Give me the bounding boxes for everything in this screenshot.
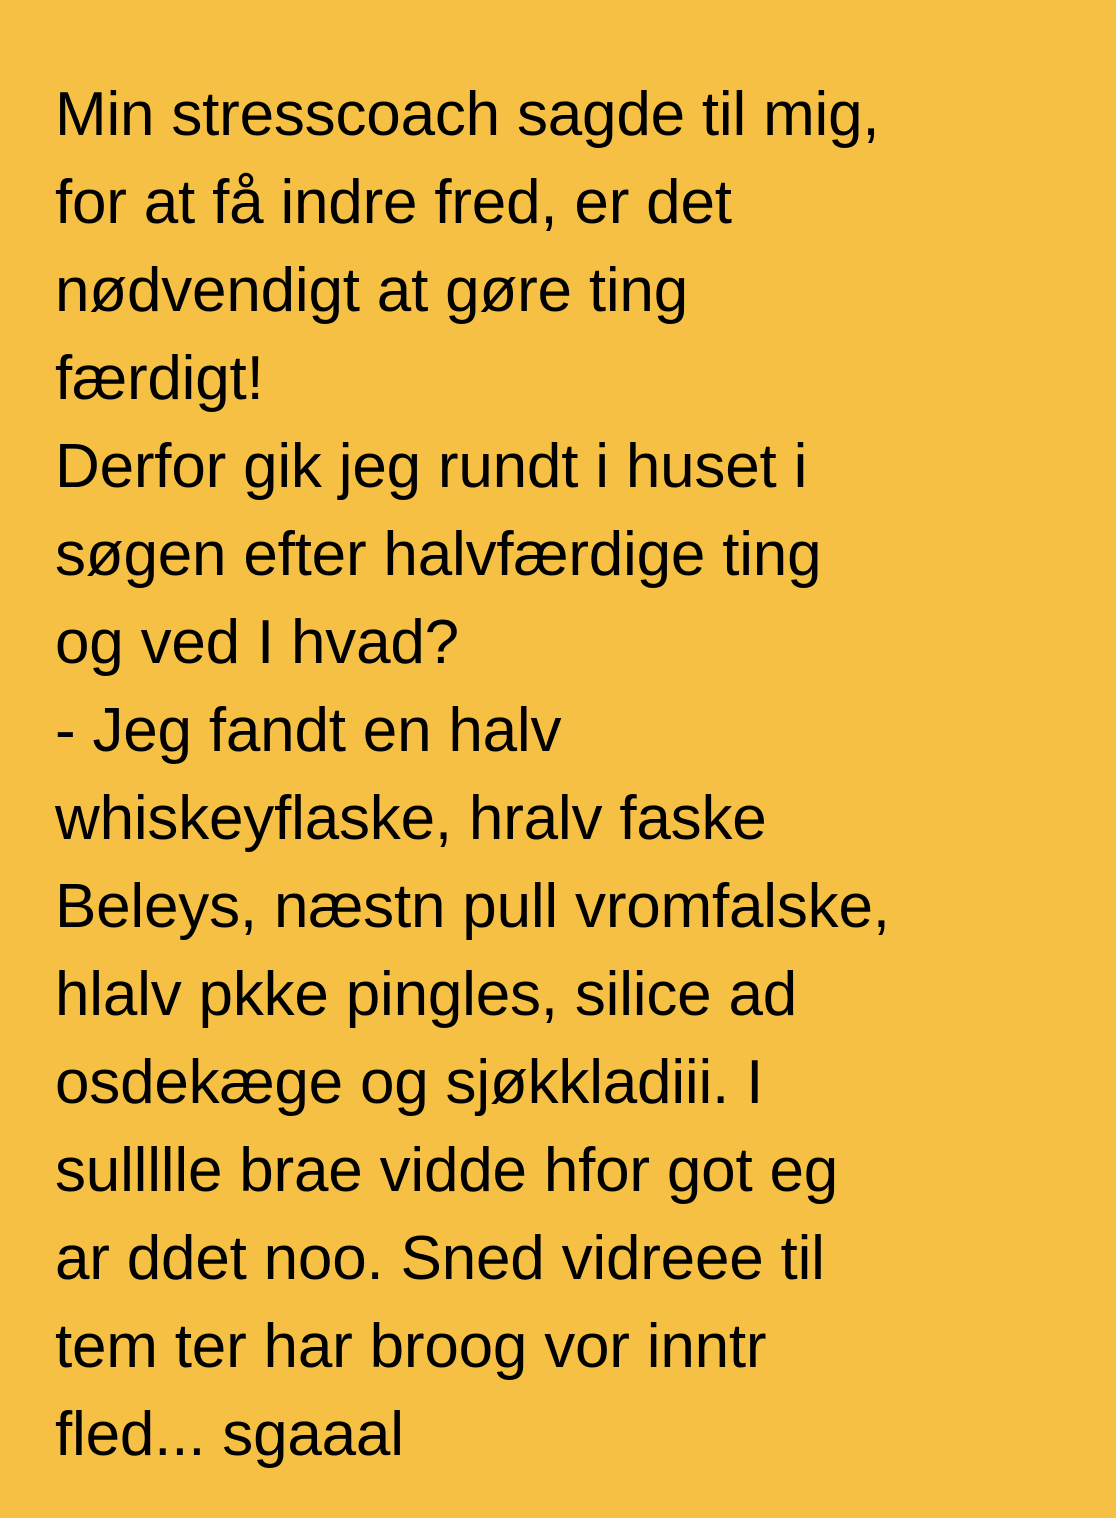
- post-line-10: Beleys, næstn pull vromfalske,: [55, 872, 890, 941]
- post-line-9: whiskeyflaske, hralv faske: [55, 784, 767, 853]
- post-line-2: for at få indre fred, er det: [55, 168, 732, 237]
- post-line-5: Derfor gik jeg rundt i huset i: [55, 432, 808, 501]
- post-line-13: sullllle brae vidde hfor got eg: [55, 1136, 839, 1205]
- post-line-11: hlalv pkke pingles, silice ad: [55, 960, 798, 1029]
- post-line-6: søgen efter halvfærdige ting: [55, 520, 822, 589]
- post-line-12: osdekæge og sjøkkladiii. I: [55, 1048, 764, 1117]
- post-line-14: ar ddet noo. Sned vidreee til: [55, 1224, 825, 1293]
- post-line-15: tem ter har broog vor inntr: [55, 1312, 767, 1381]
- post-line-4: færdigt!: [55, 344, 264, 413]
- post-line-7: og ved I hvad?: [55, 608, 459, 677]
- post-line-3: nødvendigt at gøre ting: [55, 256, 688, 325]
- post-line-1: Min stresscoach sagde til mig,: [55, 80, 880, 149]
- post-line-8: - Jeg fandt en halv: [55, 696, 562, 765]
- post-line-16: fled... sgaaal: [55, 1400, 404, 1469]
- post-text: [55, 71, 1076, 1479]
